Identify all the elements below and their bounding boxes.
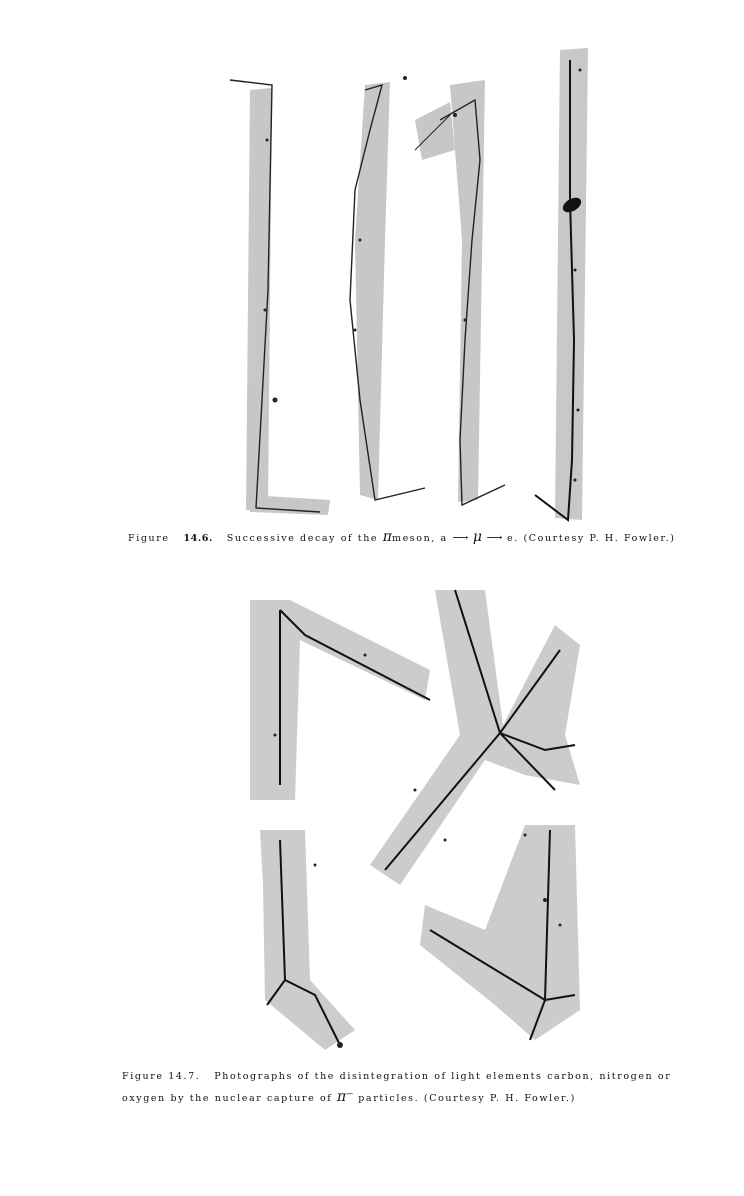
track-1 bbox=[230, 80, 320, 512]
figure-14-7-text-1: Photographs of the disintegration of light elements carbon, nitrogen or bbox=[214, 1071, 672, 1082]
figure-14-7-text-2a: oxygen by the nuclear capture of bbox=[122, 1093, 333, 1104]
mu-symbol: μ bbox=[472, 529, 482, 545]
pi-minus-symbol: π⁻ bbox=[337, 1089, 354, 1105]
figure-14-6-photograph bbox=[210, 40, 610, 530]
figure-14-7-text-2b: particles. (Courtesy P. H. Fowler.) bbox=[358, 1093, 576, 1104]
pi-symbol: π bbox=[382, 529, 392, 545]
figure-14-6-text-3: e. (Courtesy P. H. Fowler.) bbox=[507, 533, 676, 544]
figure-14-7-caption bbox=[122, 1067, 671, 1109]
star-2-track-e bbox=[385, 733, 500, 870]
figure-14-6-text-2: meson, a bbox=[391, 533, 448, 544]
figure-14-7-line-2 bbox=[122, 1087, 671, 1109]
figure-14-7-label: Figure 14.7. bbox=[122, 1071, 201, 1082]
figure-14-6-number: 14.6. bbox=[183, 533, 213, 544]
emulsion-grain-background bbox=[250, 590, 580, 1050]
arrow-symbol-2: ⟶ bbox=[486, 531, 503, 544]
figure-14-7-line-1 bbox=[122, 1067, 671, 1087]
figure-14-6-text-1: Successive decay of the bbox=[226, 533, 379, 544]
figure-14-7-photograph bbox=[245, 585, 590, 1055]
figure-14-6-label: Figure bbox=[128, 533, 170, 544]
emulsion-grain-background bbox=[246, 48, 588, 520]
figure-14-6-caption bbox=[128, 527, 676, 549]
arrow-symbol-1: ⟶ bbox=[452, 531, 469, 544]
